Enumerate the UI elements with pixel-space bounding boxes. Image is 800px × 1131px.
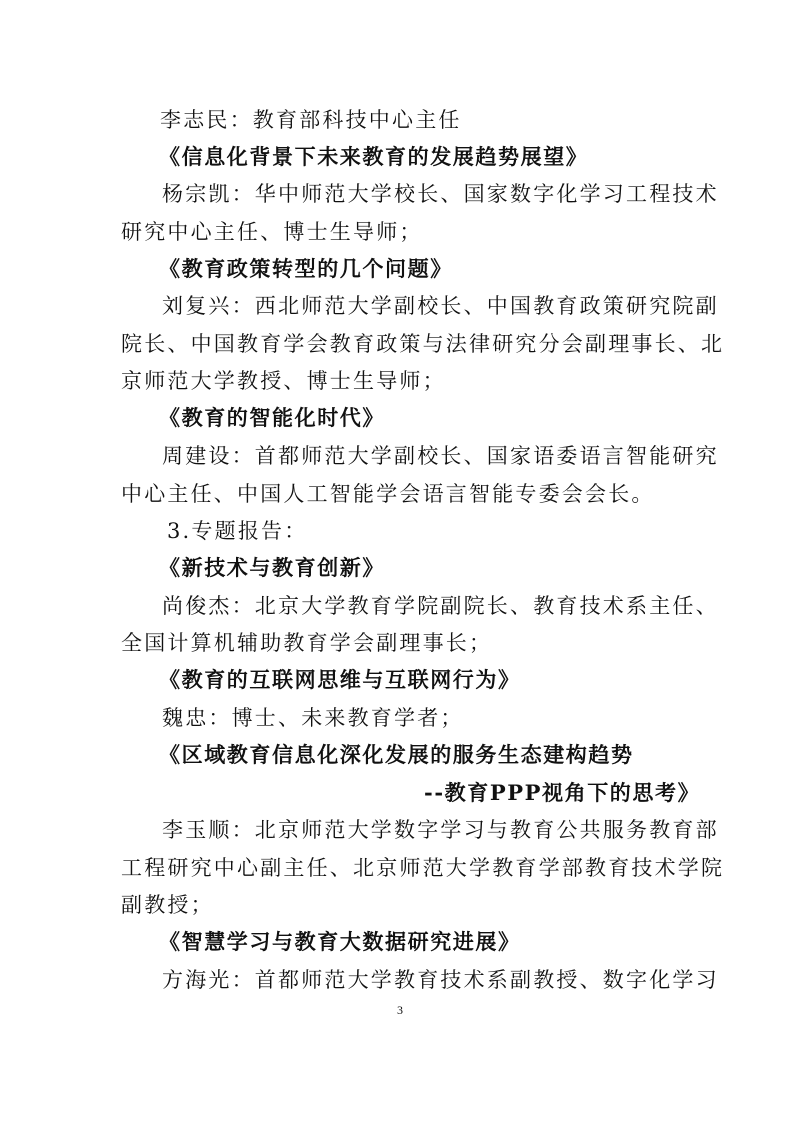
speaker-line: 尚俊杰：北京大学教育学院副院长、教育技术系主任、 (162, 594, 719, 618)
speaker-line: 副教授； (121, 893, 214, 917)
speaker-line: 中心主任、中国人工智能学会语言智能专委会会长。 (121, 482, 655, 506)
speaker-line: 魏忠：博士、未来教育学者； (162, 706, 464, 730)
page-number: 3 (397, 1003, 403, 1017)
section-heading: 3.专题报告： (167, 519, 308, 543)
speaker-line: 院长、中国教育学会教育政策与法律研究分会副理事长、北 (121, 332, 725, 356)
talk-title: 《智慧学习与教育大数据研究进展》 (159, 929, 521, 954)
speaker-line: 工程研究中心副主任、北京师范大学教育学部教育技术学院 (121, 856, 725, 880)
talk-title: 《教育的互联网思维与互联网行为》 (159, 667, 521, 692)
speaker-line: 杨宗凯：华中师范大学校长、国家数字化学习工程技术 (162, 182, 719, 206)
talk-title: 《教育的智能化时代》 (159, 405, 385, 430)
talk-title: 《区域教育信息化深化发展的服务生态建构趋势 (159, 742, 634, 767)
speaker-line: 京师范大学教授、博士生导师； (121, 369, 446, 393)
talk-title: 《教育政策转型的几个问题》 (159, 256, 453, 281)
talk-title-subtitle: --教育PPP视角下的思考》 (424, 780, 701, 805)
speaker-line: 全国计算机辅助教育学会副理事长； (121, 631, 493, 655)
speaker-line: 研究中心主任、博士生导师； (121, 220, 423, 244)
talk-title: 《信息化背景下未来教育的发展趋势展望》 (159, 144, 589, 169)
talk-title: 《新技术与教育创新》 (159, 555, 385, 580)
speaker-line: 刘复兴：西北师范大学副校长、中国教育政策研究院副 (162, 294, 719, 318)
speaker-line: 方海光：首都师范大学教育技术系副教授、数字化学习 (162, 968, 719, 992)
speaker-line: 李玉顺：北京师范大学数字学习与教育公共服务教育部 (162, 818, 719, 842)
speaker-line: 李志民：教育部科技中心主任 (160, 108, 462, 132)
speaker-line: 周建设：首都师范大学副校长、国家语委语言智能研究 (162, 444, 719, 468)
